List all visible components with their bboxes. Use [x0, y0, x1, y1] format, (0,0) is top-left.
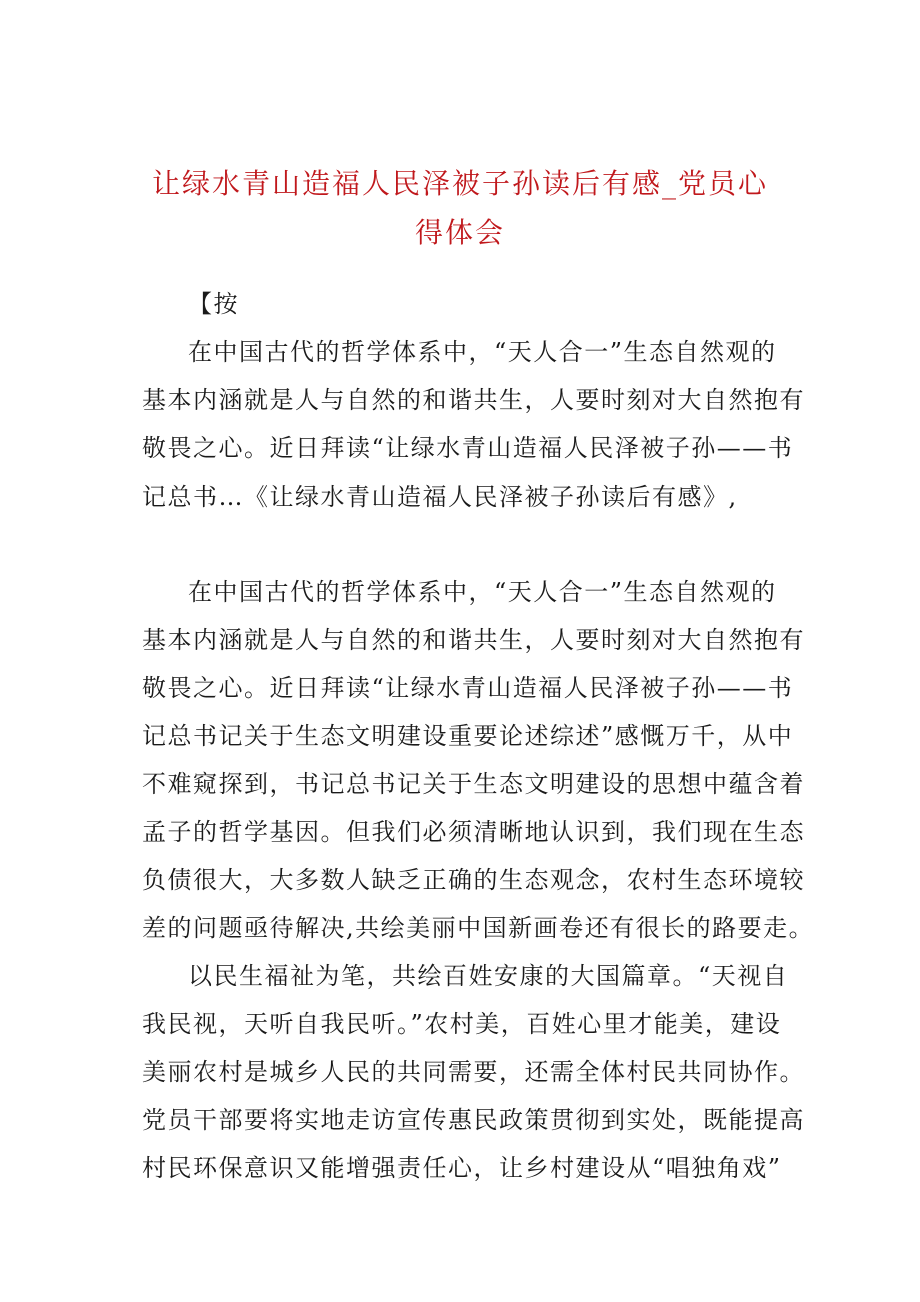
text-line: 我民视，天听自我民听。”农村美，百姓心里才能美，建设 [142, 1010, 782, 1038]
text-line: 不难窥探到，书记总书记关于生态文明建设的思想中蕴含着 [142, 770, 805, 798]
page-title-line-2: 得体会 [414, 216, 505, 249]
page-title-line-1: 让绿水青山造福人民泽被子孙读后有感_党员心 [151, 167, 768, 200]
text-line: 在中国古代的哲学体系中，“天人合一”生态自然观的 [188, 578, 777, 606]
text-line: 在中国古代的哲学体系中，“天人合一”生态自然观的 [188, 338, 777, 366]
text-line: 基本内涵就是人与自然的和谐共生，人要时刻对大自然抱有 [142, 386, 805, 414]
text-line: 美丽农村是城乡人民的共同需要，还需全体村民共同协作。 [142, 1058, 805, 1086]
text-line: 记总书…《让绿水青山造福人民泽被子孙读后有感》, [142, 483, 738, 511]
text-line: 差的问题亟待解决,共绘美丽中国新画卷还有很长的路要走。 [142, 914, 815, 942]
text-line: 敬畏之心。近日拜读“让绿水青山造福人民泽被子孙——书 [142, 674, 794, 702]
note-label: 【按 [188, 290, 239, 318]
text-line: 敬畏之心。近日拜读“让绿水青山造福人民泽被子孙——书 [142, 434, 794, 462]
text-line: 记总书记关于生态文明建设重要论述综述”感慨万千，从中 [142, 722, 794, 750]
text-line: 党员干部要将实地走访宣传惠民政策贯彻到实处，既能提高 [142, 1106, 805, 1134]
text-line: 村民环保意识又能增强责任心，让乡村建设从“唱独角戏” [142, 1154, 782, 1182]
text-line: 负债很大，大多数人缺乏正确的生态观念，农村生态环境较 [142, 866, 805, 894]
text-line: 基本内涵就是人与自然的和谐共生，人要时刻对大自然抱有 [142, 626, 805, 654]
text-line: 孟子的哲学基因。但我们必须清晰地认识到，我们现在生态 [142, 818, 805, 846]
text-line: 以民生福祉为笔，共绘百姓安康的大国篇章。“天视自 [188, 962, 789, 990]
